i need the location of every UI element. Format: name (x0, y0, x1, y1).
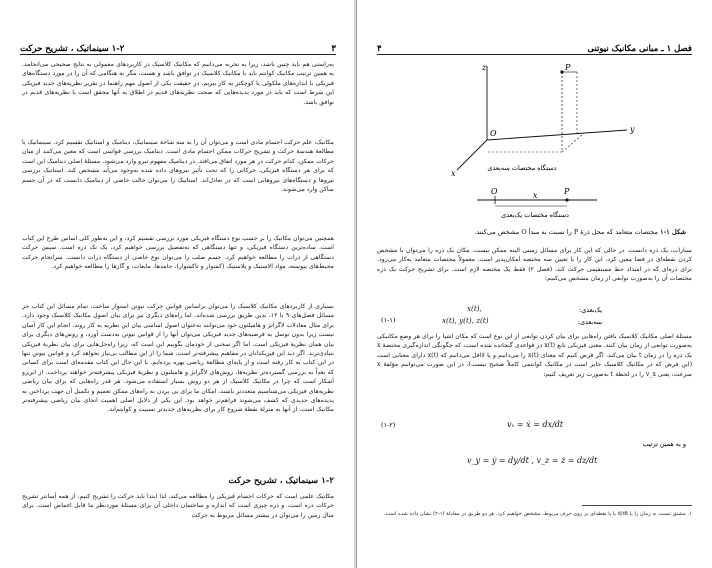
section-title: ۱-۲ سینماتیک ، تشریح حرکت (228, 476, 334, 486)
paragraph: سیارات، یک ذره دانست. در حالی که این کار برای مسائل زمینی البته ممکن نیست. مکان یک ذره را می‌توان با مشخص کردن نقطه‌ای در فضا معین کرد. این کار را با تعیین سه مختصه امکان‌پذیر است. معمولاً مختصات متعامد به‌کار می‌رود. برای ذره‌ای که در امتداد خط مستقیمی حرکت کند، (فصل ۲) فقط یک مختصه لازم است. برای تشریح حرکت یک ذره مختصات آن را به‌صورت توابعی از زمان مشخص می‌کنیم: (377, 247, 692, 283)
page-header (20, 38, 336, 55)
paragraph: مسئلهٔ اصلی مکانیک کلاسیک یافتن راه‌هایی برای بیان کردن توابعی از این نوع است که مکان اشیا را برای هر وضع مکانیکی به‌صورت توابعی از زمان بیان کنند. معنی فیزیکی تابع x(t) در قواعدی گنجانده شده است، که چگونگی اندازه‌گیری مختصهٔ x یک ذره را در زمان t بیان می‌کند. اگر فرض کنیم که معنای x(t) را می‌دانیم و یا لااقل می‌دانیم که x(t) دارای معنایی است (این فرض که در مکانیک کلاسیک جایز است در مکانیک کوانتمی کاملاً صحیح نیست)، در این صورت می‌توانیم مؤلفهٔ x سرعت، یعنی v_x را در لحظهٔ t به‌صورت زیر تعریف کنیم: (377, 333, 692, 378)
equation-intro: و به همین ترتیب (642, 440, 686, 448)
paragraph: به‌راستی هم باید چنین باشد، زیرا به تجربه می‌دانیم که مکانیک کلاسیک در کاربردهای معمولی به نتایج صحیحی می‌انجامد. به همین ترتیب مکانیک کوانتم باید با مکانیک کلاسیک در توافق باشد و هست، مگر به هنگامی که آن را در مورد دستگاه‌های فیزیکی با اندازه‌های ملکولی یا کوچکتر به کار ببریم. در حقیقت یکی از اصول مهم راهنما در تقریر نظریه‌های جدید فیزیکی این شرط است که باید در مورد پدیده‌هایی که صحت نظریه‌های قدیم در اطلاق به آنها محقق است با نظریه‌های قدیم در توافق باشد. (22, 61, 334, 106)
axis-label: x (451, 169, 456, 178)
coordinate-figure (427, 60, 647, 220)
paragraph: مکانیک علمی است که حرکات اجسام فیزیکی را مطالعه می‌کند. لذا ابتدا باید حرکت را تشریح کنیم. از همه آسانتر تشریح حرکات ذره است، و ذره چیزی است که اندازه و ساختمان داخلی آن برای مسئلهٔ موردنظر ما قابل اغماض است. برای مثال زمین را می‌توان در بیشتر مسائل مربوط به حرکت (22, 493, 334, 519)
caption-label: شکل ۱-۱ (660, 228, 686, 236)
equation-number: (۱-۱) (381, 316, 396, 324)
paragraph: همچنین می‌توان مکانیک را بر حسب نوع دستگاه فیزیکی مورد بررسی تقسیم کرد، و این به‌طور کلی اساس طرح این کتاب است. ساده‌ترین دستگاه فیزیکی، و تنها دستگاهی که به‌تفصیل بررسی خواهیم کرد، یک تک ذره است. سپس حرکت دستگاهی از ذرات را مطالعه خواهیم کرد. جسم صلب را می‌توان نوع خاصی از دستگاه ذرات دانست. سرانجام حرکت محیط‌های پیوسته، مواد الاستیک و پلاستیک (کشوار و تاکشوار)، جامدها، مایعات، و گازها را مطالعه خواهیم کرد. (22, 235, 334, 271)
footnote: ۱. مشتق نسبت به زمان را با d/dt یا با نقطه‌ای بر روی حرف مربوط، مشخص خواهیم کرد. هر دو طریق در معادلهٔ (۱-۲) نشان داده شده است. (383, 511, 692, 517)
left-page (357, 0, 712, 568)
point-p (560, 70, 563, 73)
caption-text: مختصات متعامد که محل ذرهٔ P را نسبت به مبدأ O مشخص می‌کنند. (474, 228, 658, 236)
point-label: P (565, 63, 571, 72)
equation-label: یک‌بعدی: (579, 306, 602, 314)
equation: v_y = ẏ = dy/dt , v_z = ż = dz/dt (467, 456, 598, 465)
footnote-rule (582, 505, 692, 506)
equation: vₓ = ẋ = dx/dt (507, 420, 564, 429)
page-number: ۳ (331, 44, 336, 54)
axis-label: z (482, 63, 487, 72)
equation-number: (۱-۲) (381, 421, 396, 429)
figure-sublabel: دستگاه مختصات یک‌بعدی (501, 211, 569, 219)
paragraph: بسیاری از کاربردهای مکانیک کلاسیک را می‌توان براساس قوانین حرکت نیوتن استوار ساخت. تمام مسائل این کتاب جز مسائل فصل‌های ۹ تا ۱۲، بدین طریق بررسی شده‌اند. اما راه‌های دیگری نیز برای بیان اصول مکانیک کلاسیک وجود دارد. برای مثال معادلات لاگرانژ و هامیلتون خود می‌توانند به‌عنوان اصول اساسی بیان این نظریه به کار روند. انجام این کار آسان نیست زیرا بدون توسل به فرضیه‌های جدید فیزیکی می‌توان آنها را از قوانین نیوتن به‌دست آورد، و روش‌های دیگری برای بیان همان نظریهٔ فیزیکی است. اما اگر سخنی از خودمان بگوییم این است که، زیرا راه‌حل‌هایی برای بیان نظریهٔ فیزیکی بنیادی‌ترند. اگر دید این فیزیکدانان در مفاهیم پیشرفته‌تر است، شما را از این مطالب بی‌نیاز نخواهد کرد و قوانین نیوتن تنها در این کتاب به کار رفته است و از پایه‌ای مطالعهٔ ریاضی بهره برده‌ایم. با این حال این کتاب مقدمه‌ای است برای کسانی که بعداً به بررسی گسترده‌تر نظریه‌ها، روش‌های لاگرانژ و هامیلتون و نظریهٔ فیزیکی پیشرفته‌تر خواهند پرداخت. از این‌رو آشکار است که چرا در مکانیک کلاسیک از هر دو روش بسیار استفاده می‌شود. هر قدر راه‌هایی که برای بیان ریاضی نظریه‌های فیزیکی می‌شناسیم متعددتر باشند، امکان ما برای پی بردن به راه‌های ممکن تعمیم و تکمیل آن جهت پرداختن به پدیده‌های جدیدی که کشف می‌شوند فراهم‌تر خواهد بود. این یکی از دلایل اصلی اهمیت انحای بیان ریاضی پیشرفته‌تر مکانیک است. از آنها به منزلهٔ نقطهٔ شروع کار برای نظریه‌های جدیدتر نسبیت و کوانتم‌اند. (22, 303, 334, 414)
origin-label: O (490, 129, 497, 138)
figure-sublabel: دستگاه مختصات سه‌بعدی (487, 164, 557, 172)
equation: x(t), (467, 304, 482, 313)
page-header (377, 38, 692, 55)
x-axis (457, 140, 487, 170)
paragraph: مکانیک، علم حرکت اجسام مادی است و می‌توان آن را به سه شاخهٔ سینماتیک، دینامیک و استاتیک تقسیم کرد. سینماتیک یا مطالعهٔ هندسهٔ حرکت و تشریح حرکات ممکن اجسام مادی است. دینامیک بررسی قوانینی است که معین می‌کنند از میان حرکات ممکن، کدام حرکت در هر مورد اتفاق می‌افتد. در دینامیک مفهوم نیرو وارد می‌شود. مسئلهٔ اصلی دینامیک این است که برای هر دستگاه فیزیکی، حرکاتی را که تحت تأثیر نیروهای داده شده به‌وجود می‌آید مشخص کند. استاتیک بررسی نیروها و دستگاه‌های نیروهایی است که در تعادل‌اند. استاتیک را می‌توان حالت خاصی از دینامیک دانست که در آن جسم ساکن وارد می‌شوند. (22, 139, 334, 194)
point-label: P (564, 187, 570, 196)
point-p (565, 198, 568, 201)
axis-label: x (533, 191, 538, 200)
figure-caption (474, 228, 686, 236)
axis-label: y (630, 125, 635, 134)
y-axis (487, 130, 627, 140)
equation: x(t), y(t), z(t) (442, 316, 489, 325)
projection-line (562, 135, 582, 152)
page-number: ۴ (377, 44, 382, 54)
header-title: ۱-۲ سینماتیک ، تشریح حرکت (20, 44, 125, 54)
header-title: فصل ۱ ـ مبانی مکانیک نیوتنی (587, 44, 692, 54)
origin-label: O (491, 187, 498, 196)
equation-label: سه‌بعدی: (577, 318, 602, 326)
